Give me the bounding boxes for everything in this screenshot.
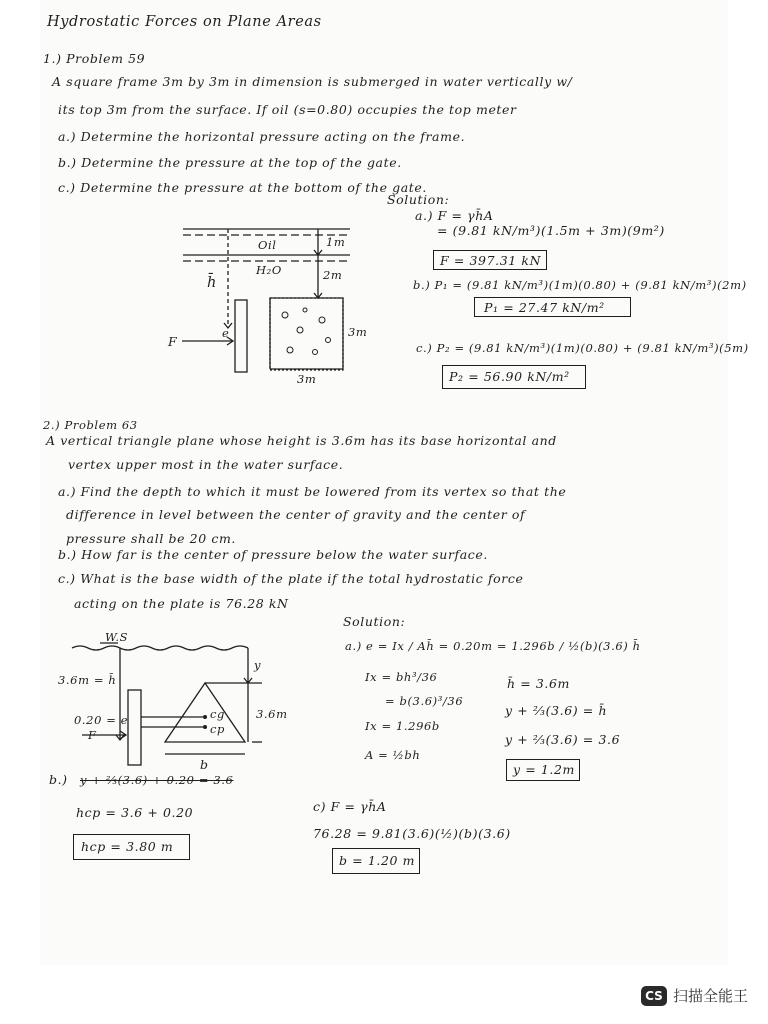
problem2-answer-b: hcp = 3.80 m	[81, 839, 174, 854]
oil-label: Oil	[258, 238, 277, 252]
problem2-solution-b-line1: hcp = 3.6 + 0.20	[76, 805, 194, 820]
problem2-answer-c: b = 1.20 m	[339, 853, 416, 868]
problem2-statement-line1: A vertical triangle plane whose height is 3.6m has its base horizontal and	[46, 433, 557, 448]
cp-label: cp	[210, 722, 226, 736]
problem2-ix-formula: Ix = bh³/36	[365, 670, 438, 684]
problem1-answer-c: P₂ = 56.90 kN/m²	[449, 369, 570, 384]
problem2-question-a-line3: pressure shall be 20 cm.	[66, 531, 236, 546]
problem1-solution-b-line1: b.) P₁ = (9.81 kN/m³)(1m)(0.80) + (9.81 kN/m³)(2m)	[413, 278, 747, 292]
problem2-ix-substitution: = b(3.6)³/36	[385, 694, 464, 708]
problem2-ix-result: Ix = 1.296b	[365, 719, 440, 733]
frame-bottom-label: 3m	[297, 372, 317, 386]
camscanner-watermark	[641, 985, 748, 1006]
cg-label: cg	[210, 707, 226, 721]
problem2-question-c-line2: acting on the plate is 76.28 kN	[74, 596, 289, 611]
problem2-solution-label: Solution:	[343, 614, 406, 629]
frame-side-label: 3m	[348, 325, 368, 339]
eccentricity-label-2: 0.20 = e	[74, 713, 129, 727]
problem2-solution-a-line1: a.) e = Ix / Ah̄ = 0.20m = 1.296b / ½(b)(3.6) h̄	[345, 639, 641, 653]
problem2-heading: 2.) Problem 63	[43, 418, 138, 432]
hbar-label: h̄	[207, 275, 217, 291]
triangle-plate	[165, 683, 245, 742]
depth-label: 3.6m = h̄	[58, 673, 117, 687]
problem1-question-c: c.) Determine the pressure at the bottom of the gate.	[58, 180, 427, 195]
problem2-area-formula: A = ½bh	[365, 748, 421, 762]
base-label: b	[200, 757, 209, 772]
problem2-question-a-line1: a.) Find the depth to which it must be lowered from its vertex so that the	[58, 484, 567, 499]
camscanner-text: 扫描全能王	[672, 987, 748, 1005]
water-depth-label: 2m	[323, 268, 343, 282]
problem1-solution-a-line2: = (9.81 kN/m³)(1.5m + 3m)(9m²)	[437, 223, 665, 238]
problem2-hbar-value: h̄ = 3.6m	[507, 676, 571, 691]
water-surface-label: W.S	[105, 630, 129, 644]
problem2-statement-line2: vertex upper most in the water surface.	[68, 457, 344, 472]
page-title: Hydrostatic Forces on Plane Areas	[47, 14, 322, 30]
problem1-answer-a: F = 397.31 kN	[440, 253, 542, 268]
problem2-y-equation1: y + ⅔(3.6) = h̄	[505, 703, 608, 718]
problem1-heading: 1.) Problem 59	[43, 51, 146, 66]
problem2-question-c-line1: c.) What is the base width of the plate if the total hydrostatic force	[58, 571, 524, 586]
problem2-y-equation2: y + ⅔(3.6) = 3.6	[505, 732, 621, 747]
problem1-statement-line1: A square frame 3m by 3m in dimension is submerged in water vertically w/	[52, 74, 573, 89]
plate-side-view	[128, 690, 141, 765]
problem1-solution-c-line1: c.) P₂ = (9.81 kN/m³)(1m)(0.80) + (9.81 kN/m³)(5m)	[416, 341, 749, 355]
problem1-question-b: b.) Determine the pressure at the top of the gate.	[58, 155, 402, 170]
y-label: y	[254, 658, 262, 672]
problem1-solution-label: Solution:	[387, 192, 450, 207]
oil-depth-label: 1m	[326, 235, 346, 249]
water-surface-wave	[72, 646, 248, 650]
height-label: 3.6m	[256, 707, 288, 721]
force-label: F	[168, 334, 178, 349]
problem2-solution-c-line1: c) F = γh̄A	[313, 799, 387, 814]
problem1-question-a: a.) Determine the horizontal pressure acting on the frame.	[58, 129, 466, 144]
problem1-solution-a-line1: a.) F = γh̄A	[415, 208, 494, 223]
camscanner-logo: CS	[641, 986, 667, 1006]
problem2-question-b: b.) How far is the center of pressure below the water surface.	[58, 547, 488, 562]
problem2-solution-c-line2: 76.28 = 9.81(3.6)(½)(b)(3.6)	[313, 826, 511, 841]
problem2-struck-line: y + ⅔(3.6) + 0.20 = 3.6	[80, 773, 234, 787]
problem1-answer-b: P₁ = 27.47 kN/m²	[484, 300, 605, 315]
water-label: H₂O	[256, 263, 282, 277]
problem2-answer-a: y = 1.2m	[513, 762, 576, 777]
force-label-2: F	[88, 728, 97, 742]
problem2-solution-b-label: b.)	[49, 772, 68, 787]
problem1-statement-line2: its top 3m from the surface. If oil (s=0.80) occupies the top meter	[58, 102, 517, 117]
eccentricity-label: e	[222, 326, 230, 340]
problem2-question-a-line2: difference in level between the center of gravity and the center of	[66, 507, 526, 522]
